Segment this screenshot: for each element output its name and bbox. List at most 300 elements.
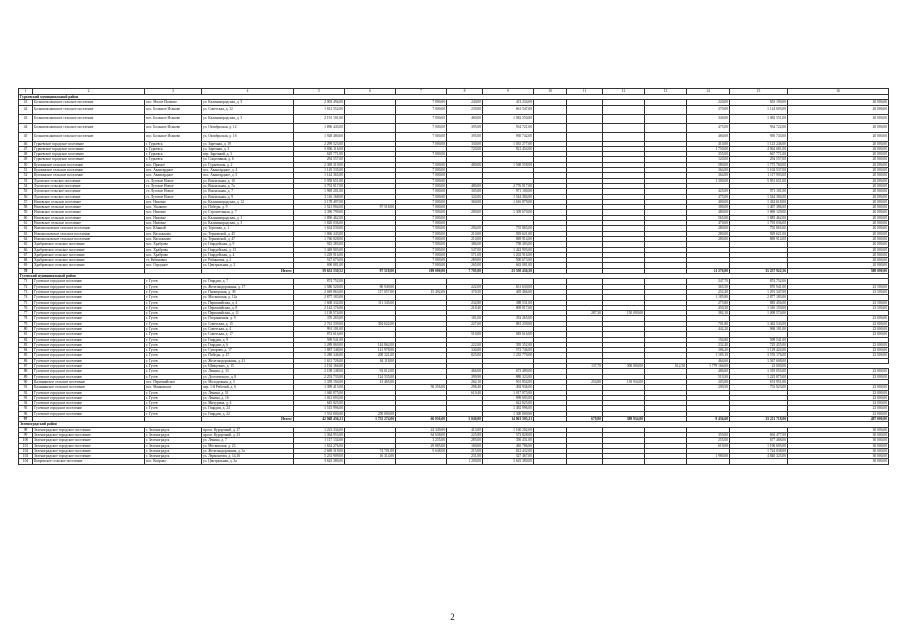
table-cell: 23 500,00	[788, 284, 889, 289]
table-cell: 20 000,00	[788, 141, 889, 146]
table-cell: ул. Гвардии, д. 9	[202, 337, 294, 342]
table-cell: 23 500,00	[788, 289, 889, 294]
table-cell: 2 877 183,00	[294, 295, 345, 300]
table-cell: 2 108 148,00	[294, 369, 345, 374]
table-cell: 874 752,00	[294, 279, 345, 284]
table-cell: 11 276,00	[687, 268, 730, 273]
table-cell: 1 422 903,00	[483, 247, 534, 252]
table-cell: 7 000,00	[396, 210, 447, 215]
table-cell: 599 541,00	[730, 337, 788, 342]
table-row	[19, 114, 889, 123]
table-cell: г. Гусев	[145, 289, 202, 294]
table-cell: ул. Ленина, д. 7	[202, 438, 294, 443]
table-cell: 95	[19, 406, 33, 411]
table-cell: 501 854,00	[483, 379, 534, 384]
table-cell: 89	[19, 374, 33, 379]
table-cell: ул. Калининградская, д. 5	[202, 114, 294, 123]
table-cell: г. Зеленоградск	[145, 454, 202, 459]
table-cell: 2 669 319,00	[294, 448, 345, 453]
table-cell: 2 142 176,00	[294, 305, 345, 310]
table-cell: 661 547,00	[483, 105, 534, 114]
table-cell: 5 233 909,00	[294, 454, 345, 459]
table-cell: 63	[19, 231, 33, 236]
table-cell: 425,00	[687, 189, 730, 194]
table-cell: 305,00	[447, 189, 483, 194]
table-cell: г. Гусев	[145, 358, 202, 363]
table-cell: 340,00	[447, 348, 483, 353]
table-cell: 1 138 574,00	[294, 311, 345, 316]
table-cell: 7 000,00	[396, 189, 447, 194]
table-cell: ст. Луговое Новое	[145, 189, 202, 194]
table-cell: 950 743,00	[730, 132, 788, 141]
column-number: 13	[645, 89, 687, 95]
table-cell: ул. Шевцовых, д. 15	[202, 364, 294, 369]
table-cell	[603, 459, 645, 464]
table-cell: г. Гусев	[145, 332, 202, 337]
table-cell: 41	[19, 100, 33, 105]
table-cell: 2 003 494,00	[294, 100, 345, 105]
table-cell: 84	[19, 348, 33, 353]
table-cell: 7 000,00	[396, 247, 447, 252]
table-cell: 7 000,00	[396, 236, 447, 241]
table-cell: 7 000,00	[396, 105, 447, 114]
table-cell: 280,00	[687, 236, 730, 241]
table-cell: Луговское сельское поселение	[33, 194, 145, 199]
table-cell: 1 185,10	[687, 353, 730, 358]
table-cell: 1 883 462,00	[730, 215, 788, 220]
table-cell: 5 040,00	[447, 417, 483, 422]
table-cell: пос. Большое Исаково	[145, 105, 202, 114]
table-cell: 54	[19, 183, 33, 188]
table-cell: 83	[19, 342, 33, 347]
table-cell	[567, 105, 603, 114]
table-cell: Храбровское сельское поселение	[33, 247, 145, 252]
table-cell: 971 101,00	[730, 189, 788, 194]
table-cell: 450,30	[687, 305, 730, 310]
table-cell: 20 000,00	[788, 105, 889, 114]
table-cell: г. Зеленоградск	[145, 432, 202, 437]
table-cell: пос. Авангардное, д. 4	[202, 168, 294, 173]
table-cell: 792 865,00	[730, 226, 788, 231]
table-cell: 1 812 552,00	[294, 105, 345, 114]
table-cell	[534, 114, 567, 123]
table-cell: 20 000,00	[788, 199, 889, 204]
table-cell: 30 000,00	[788, 427, 889, 432]
table-cell: 1 235 779,00	[483, 353, 534, 358]
table-cell: 327 467,00	[483, 454, 534, 459]
table-cell: ул. Вокзальная, д. 10	[202, 178, 294, 183]
table-cell: 60	[19, 215, 33, 220]
table-cell	[345, 132, 396, 141]
table-cell: 239,00	[447, 105, 483, 114]
table-cell: 360,00	[447, 199, 483, 204]
table-cell: г. Гусев	[145, 326, 202, 331]
table-cell: Гурьевское городское поселение	[33, 152, 145, 157]
table-cell: 16 314,00	[345, 454, 396, 459]
table-cell: 91	[19, 385, 33, 390]
table-cell: 1 310 159,00	[730, 305, 788, 310]
table-cell: 386,20	[687, 348, 730, 353]
table-cell: ул. Железнодорожная, д. 3а	[202, 448, 294, 453]
table-cell: Зеленоградское городское поселение	[33, 427, 145, 432]
table-cell: Луговское сельское поселение	[33, 189, 145, 194]
table-cell: 413,00	[447, 427, 483, 432]
table-cell	[645, 114, 687, 123]
table-cell: 7 000,00	[396, 194, 447, 199]
table-cell: 20 000,00	[788, 162, 889, 167]
table-cell: 94	[19, 401, 33, 406]
table-cell: 2 369 319,00	[294, 162, 345, 167]
table-cell: 20 000,00	[788, 189, 889, 194]
table-cell: пос. Малое Исаково	[145, 100, 202, 105]
table-cell: 971 100,00	[483, 189, 534, 194]
table-cell: 20 000,00	[788, 215, 889, 220]
table-cell: 465 786,00	[483, 443, 534, 448]
column-number: 12	[603, 89, 645, 95]
table-cell: 64	[19, 236, 33, 241]
table-cell: 47	[19, 146, 33, 151]
table-cell: 410,00	[687, 141, 730, 146]
table-cell: 1 552 000,00	[294, 411, 345, 416]
table-cell: 1 319 055,00	[730, 369, 788, 374]
table-cell: 1 896 443,00	[294, 123, 345, 132]
table-cell: пос. Авангардное, д. 5	[202, 173, 294, 178]
table-cell: Итого:	[202, 417, 294, 422]
table-cell: 92 612,00	[345, 369, 396, 374]
table-cell: 883 456,00	[730, 300, 788, 305]
table-cell: 565,00	[687, 215, 730, 220]
table-cell: 869 914,00	[730, 236, 788, 241]
table-cell: 42	[19, 105, 33, 114]
table-cell: 210,00	[447, 236, 483, 241]
table-cell: ул. Калининградская, д. 12	[202, 199, 294, 204]
table-cell: ул. Ленина, д. 16	[202, 395, 294, 400]
table-cell: 50	[19, 162, 33, 167]
table-cell: пос. Маяковское	[145, 385, 202, 390]
table-cell: г. Гусев	[145, 364, 202, 369]
table-cell: 2 049 863,00	[294, 289, 345, 294]
table-cell: 252,40	[687, 289, 730, 294]
table-cell: ул. Гвардейская, д. 4	[202, 252, 294, 257]
table-cell	[396, 459, 447, 464]
table-cell: 23 000,00	[788, 348, 889, 353]
table-cell: 20 000,00	[788, 258, 889, 263]
table-cell: 48	[19, 152, 33, 157]
table-cell: 1 040 875,00	[294, 390, 345, 395]
table-cell: 20 000,00	[788, 173, 889, 178]
table-cell: Храбровское сельское поселение	[33, 252, 145, 257]
table-cell: 15 492,00	[396, 289, 447, 294]
table-cell: 2 877 183,00	[730, 295, 788, 300]
table-cell: ул. Первомайская, д. 11	[202, 311, 294, 316]
table-cell: 65	[19, 242, 33, 247]
table-cell: Купчинское сельское поселение	[33, 162, 145, 167]
table-cell: 86	[19, 358, 33, 363]
table-cell: 20 000,00	[788, 183, 889, 188]
table-cell: 1 117 134,00	[294, 438, 345, 443]
table-cell: ул. Центральная, д. 3а	[202, 459, 294, 464]
table-cell: 2 253 733,00	[294, 374, 345, 379]
table-cell: 500 673,00	[483, 258, 534, 263]
table-cell	[645, 459, 687, 464]
section-title: Гурьевский муниципальный район	[19, 95, 889, 100]
table-cell: ул. Рябиновая, д. 2	[202, 258, 294, 263]
table-cell: 1 793 036,00	[730, 221, 788, 226]
table-cell: Храбровское сельское поселение	[33, 242, 145, 247]
table-cell: г. Гурьевск	[145, 152, 202, 157]
table-cell: 1 309 670,00	[483, 210, 534, 215]
table-cell: 44	[19, 123, 33, 132]
table-cell: 365,50	[687, 284, 730, 289]
table-cell: 950 742,00	[483, 132, 534, 141]
table-cell: 20 000,00	[788, 168, 889, 173]
table-cell: 87	[19, 364, 33, 369]
table-cell: 280,00	[447, 210, 483, 215]
table-cell: 35 237 922,56	[730, 268, 788, 273]
table-cell: 376 265,00	[294, 316, 345, 321]
table-cell: 285,00	[447, 438, 483, 443]
table-cell: 370,50	[447, 289, 483, 294]
table-cell	[345, 105, 396, 114]
table-cell: 677 468,00	[730, 438, 788, 443]
table-cell: ул. Торговая, д. 1	[202, 226, 294, 231]
table-cell: ул. Ленина, д. 51	[202, 390, 294, 395]
table-cell: Гусевское городское поселение	[33, 374, 145, 379]
table-cell: 203,00	[687, 379, 730, 384]
table-cell: 1 291 347,00	[730, 289, 788, 294]
table-cell: 3 396 799,00	[294, 210, 345, 215]
table-cell: 215,00	[447, 448, 483, 453]
table-cell: 825,00	[447, 353, 483, 358]
table-cell: 80 949,00	[345, 284, 396, 289]
table-cell: 23 000,00	[788, 411, 889, 416]
table-cell: 653 190,00	[730, 100, 788, 105]
table-cell: Гусевское городское поселение	[33, 406, 145, 411]
table-cell	[603, 114, 645, 123]
table-cell: 460,00	[447, 114, 483, 123]
table-cell: 75	[19, 300, 33, 305]
table-cell: 68	[19, 258, 33, 263]
table-cell: 117 057,00	[345, 289, 396, 294]
data-table	[18, 88, 889, 465]
table-cell: 72	[19, 284, 33, 289]
table-cell: 7 000,00	[396, 252, 447, 257]
table-cell: 23 000,00	[730, 364, 788, 369]
table-cell: 2 191 101,00	[294, 114, 345, 123]
table-cell: 30 000,00	[788, 432, 889, 437]
table-cell: 7 000,00	[396, 242, 447, 247]
table-cell: 470,00	[687, 221, 730, 226]
table-cell: 1 752 274,00	[345, 417, 396, 422]
table-cell: 20 000,00	[788, 226, 889, 231]
table-cell: 96	[19, 411, 33, 416]
table-cell: ул. Советская, д. 15	[202, 321, 294, 326]
table-cell: пос. Храброво	[145, 242, 202, 247]
table-cell: 934 721,00	[483, 123, 534, 132]
table-cell: 353 265,00	[483, 316, 534, 321]
table-cell: пос. Коврово	[145, 459, 202, 464]
table-cell: г. Гусев	[145, 316, 202, 321]
table-cell: Зеленоградское городское поселение	[33, 438, 145, 443]
table-cell: г. Гусев	[145, 348, 202, 353]
table-cell: 231,00	[447, 454, 483, 459]
table-cell: 1 225 875,00	[730, 374, 788, 379]
table-cell: 1 515 996,00	[294, 406, 345, 411]
table-cell: ул. Молодежная, д. 5	[202, 379, 294, 384]
table-cell: 275,80	[687, 300, 730, 305]
table-cell: 7 000,00	[396, 168, 447, 173]
table-cell: 405 466,00	[483, 289, 534, 294]
table-cell: 7 000,00	[396, 231, 447, 236]
table-cell: г. Гурьевск	[145, 146, 202, 151]
table-cell: 7 000,00	[396, 100, 447, 105]
table-cell: 296,40	[447, 385, 483, 390]
table-cell: 395 352,00	[483, 342, 534, 347]
table-cell: 7 000,00	[396, 141, 447, 146]
table-cell: г. Гусев	[145, 390, 202, 395]
table-cell: 262,10	[447, 379, 483, 384]
table-cell: 849 616,00	[483, 332, 534, 337]
table-cell: 1 129 335,00	[294, 168, 345, 173]
table-cell: 487 000,00	[788, 417, 889, 422]
table-cell: 1 399 415,00	[294, 385, 345, 390]
table-cell: 998 693,00	[483, 395, 534, 400]
table-cell: 227,60	[447, 321, 483, 326]
table-cell: Гусевское городское поселение	[33, 295, 145, 300]
table-cell: 1 449 903,00	[294, 247, 345, 252]
table-cell: 7 000,00	[396, 199, 447, 204]
table-cell: 380,00	[687, 205, 730, 210]
table-cell: 7 000,00	[396, 205, 447, 210]
table-cell: 1 364 953,00	[294, 432, 345, 437]
table-cell: 5 280 346,00	[294, 353, 345, 358]
table-cell: Зеленоградское городское поселение	[33, 432, 145, 437]
table-cell: 7 000,00	[396, 258, 447, 263]
table-cell: 290,50	[687, 385, 730, 390]
table-cell: 1 129 424,00	[730, 348, 788, 353]
table-cell: 294 557,00	[294, 157, 345, 162]
table-cell: 7 705,00	[447, 268, 483, 273]
table-cell: 120,00	[687, 157, 730, 162]
table-cell: ул. Победы, д. 47	[202, 353, 294, 358]
table-cell: 629 771,00	[294, 152, 345, 157]
table-cell: 527 673,00	[294, 258, 345, 263]
table-cell: 755 865,00	[483, 226, 534, 231]
table-cell: 1 980,00	[687, 454, 730, 459]
column-number: 14	[687, 89, 730, 95]
table-cell: Большеисаковское сельское поселение	[33, 123, 145, 132]
table-cell: 3 116 168,00	[294, 194, 345, 199]
table-cell: 1 928 480,00	[294, 132, 345, 141]
table-cell: 1 300,00	[687, 178, 730, 183]
table-cell: 232,80	[447, 300, 483, 305]
table-cell: 3 792 917,00	[294, 183, 345, 188]
table-cell: 300 000,00	[603, 364, 645, 369]
table-cell: 52	[19, 173, 33, 178]
table-cell: 364,00	[687, 173, 730, 178]
table-cell: 42 948 436,21	[294, 417, 345, 422]
column-number: 3	[145, 89, 202, 95]
table-cell: г. Гусев	[145, 411, 202, 416]
table-cell	[603, 105, 645, 114]
column-number: 7	[396, 89, 447, 95]
table-cell: 23 000,00	[788, 369, 889, 374]
table-cell: 733 923,00	[730, 385, 788, 390]
table-cell: ул. Советская, д. 12	[202, 105, 294, 114]
table-cell: ул. Пограничная, д. 9	[202, 316, 294, 321]
table-cell: 1 969 201,00	[294, 189, 345, 194]
table-cell: 9 648,00	[396, 448, 447, 453]
table-cell: 92	[19, 390, 33, 395]
table-cell: Новомосковское сельское поселение	[33, 236, 145, 241]
table-cell: 144 862,00	[345, 342, 396, 347]
table-row	[19, 459, 889, 464]
table-cell: 1 035 277,00	[483, 141, 534, 146]
table-cell: 1 160 202,00	[483, 427, 534, 432]
table-cell: 991 191,00	[294, 326, 345, 331]
table-cell: 356 431,00	[483, 438, 534, 443]
table-cell: 71	[19, 279, 33, 284]
table-cell: 30 000,00	[788, 448, 889, 453]
table-cell: 7 000,00	[396, 263, 447, 268]
table-cell: 97 518,00	[345, 268, 396, 273]
table-cell: 20 000,00	[788, 194, 889, 199]
table-cell: г. Гурьевск	[145, 141, 202, 146]
table-cell: 25 211 718,00	[730, 417, 788, 422]
table-cell: 7 000,00	[396, 183, 447, 188]
table-cell: 1 462 543,00	[730, 321, 788, 326]
table-cell: 725 455,00	[730, 342, 788, 347]
table-cell: 79	[19, 321, 33, 326]
table-cell: 20 000,00	[788, 146, 889, 151]
table-cell: 139 934,00	[603, 379, 645, 384]
table-cell: ул. Победы, д. 9	[202, 205, 294, 210]
table-cell: 20 000,00	[788, 221, 889, 226]
table-cell: 1 123 246,00	[730, 141, 788, 146]
table-cell: Гусевское городское поселение	[33, 395, 145, 400]
table-cell: 1 632 276,00	[294, 443, 345, 448]
table-cell: Большеисаковское сельское поселение	[33, 132, 145, 141]
table-cell: 23 550 436,50	[483, 268, 534, 273]
table-cell: Низовское сельское поселение	[33, 215, 145, 220]
table-cell: г. Гусев	[145, 311, 202, 316]
table-cell: 2 192 166,00	[294, 364, 345, 369]
table-cell: Гусевское городское поселение	[33, 342, 145, 347]
table-cell	[603, 123, 645, 132]
table-cell	[345, 123, 396, 132]
table-cell: 572 746,00	[483, 348, 534, 353]
table-cell: 20 000,00	[788, 205, 889, 210]
table-cell: Гурьевское городское поселение	[33, 146, 145, 151]
table-cell: 475,00	[687, 194, 730, 199]
table-cell: 673 489,00	[483, 369, 534, 374]
table-cell: 480,00	[447, 183, 483, 188]
table-cell: пер. Заречный, д. 3	[202, 152, 294, 157]
table-cell: 571,00	[447, 252, 483, 257]
table-cell: 573 828,00	[483, 432, 534, 437]
table-cell: 247,70	[687, 279, 730, 284]
table-cell: 69	[19, 263, 33, 268]
table-cell	[730, 459, 788, 464]
table-cell: 395,00	[447, 132, 483, 141]
table-cell: Гусевское городское поселение	[33, 390, 145, 395]
table-cell: 872 616,00	[294, 332, 345, 337]
section-title: Зеленоградский район	[19, 422, 889, 427]
table-cell: 1 544 384,00	[483, 194, 534, 199]
table-cell: 23 000,00	[788, 316, 889, 321]
table-cell: 370,00	[687, 105, 730, 114]
table-cell: ул. Центральная, д. 2	[202, 263, 294, 268]
